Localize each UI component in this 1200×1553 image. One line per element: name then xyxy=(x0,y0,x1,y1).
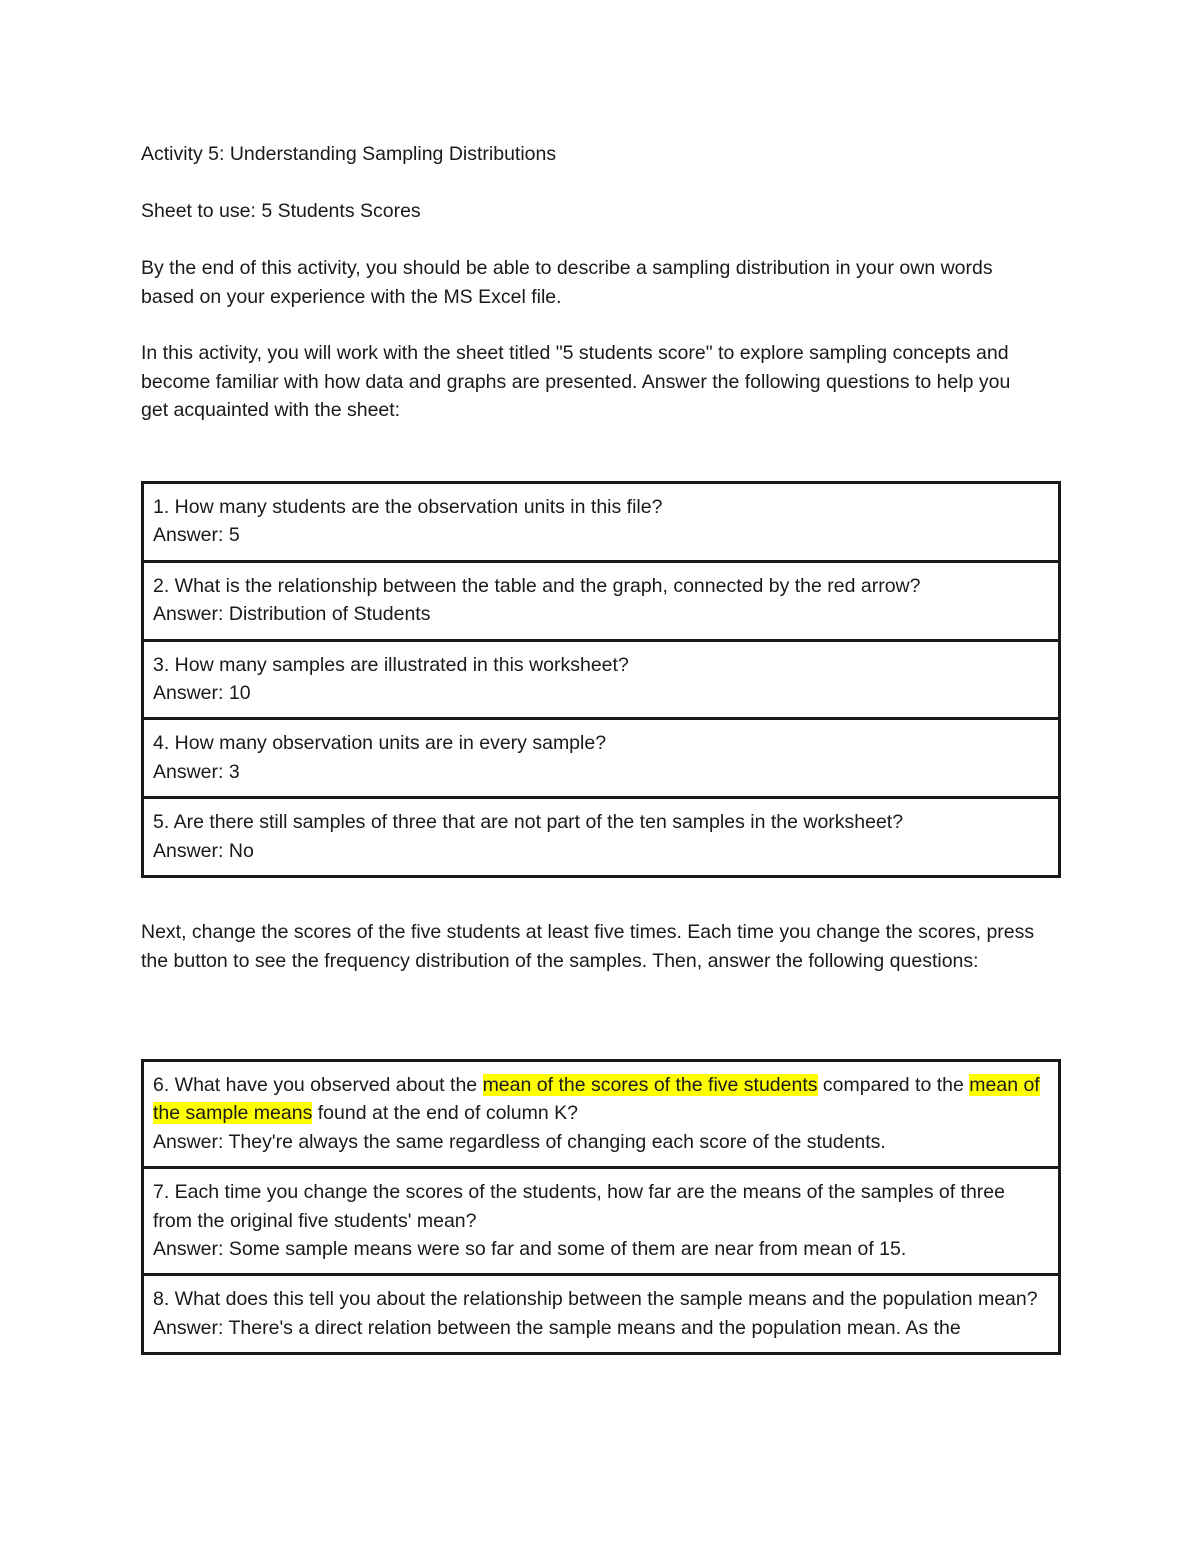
highlighted-phrase: mean of the sample means xyxy=(153,1074,1040,1125)
answer-text: Answer: There's a direct relation between the sample means and the population mean. As the xyxy=(153,1316,961,1339)
question-middle: compared to the xyxy=(817,1074,970,1096)
answer-text: Answer: Some sample means were so far and some of them are near from mean of 15. xyxy=(153,1238,907,1261)
answer-text: Answer: Distribution of Students xyxy=(153,603,431,626)
table-row xyxy=(143,1275,1060,1354)
document-title: Activity 5: Understanding Sampling Distributions xyxy=(141,143,557,165)
table-row xyxy=(143,1168,1060,1275)
table-cell xyxy=(143,640,1060,719)
answer-text: Answer: 10 xyxy=(153,682,251,705)
sheet-line-block xyxy=(141,197,1041,226)
document-title-block xyxy=(141,140,1041,169)
question-text: 5. Are there still samples of three that are not part of the ten samples in the worksheet? xyxy=(153,811,904,834)
answer-text: Answer: They're always the same regardless of changing each score of the students. xyxy=(153,1130,886,1153)
table-row xyxy=(143,640,1060,719)
next-instructions-paragraph xyxy=(141,918,1041,975)
sheet-to-use: Sheet to use: 5 Students Scores xyxy=(141,200,421,222)
answer-text: Answer: 5 xyxy=(153,524,240,547)
question-text: 1. How many students are the observation units in this file? xyxy=(153,496,663,518)
table-cell xyxy=(143,1275,1060,1354)
table-cell xyxy=(143,1061,1060,1168)
question-text xyxy=(153,1071,1049,1128)
objective-paragraph xyxy=(141,254,1041,311)
highlighted-phrase: mean of the scores of the five students xyxy=(482,1074,818,1096)
question-text: 4. How many observation units are in every sample? xyxy=(153,732,607,755)
objective-text: By the end of this activity, you should be able to describe a sampling distribution in your own words based on your experience with the MS Excel file. xyxy=(141,257,993,308)
question-text: 3. How many samples are illustrated in this worksheet? xyxy=(153,653,629,676)
table-row xyxy=(143,561,1060,640)
table-cell xyxy=(143,483,1060,562)
question-prefix: 6. What have you observed about the xyxy=(153,1074,483,1096)
table-row xyxy=(143,483,1060,562)
questions-table-1 xyxy=(141,481,1061,878)
table-cell xyxy=(143,719,1060,798)
table-cell xyxy=(143,798,1060,877)
question-text: 8. What does this tell you about the relationship between the sample means and the population mean? xyxy=(153,1288,1038,1311)
intro-paragraph xyxy=(141,339,1041,425)
table-row xyxy=(143,798,1060,877)
table-row xyxy=(143,719,1060,798)
answer-text: Answer: 3 xyxy=(153,760,240,783)
question-suffix: found at the end of column K? xyxy=(312,1102,578,1125)
question-text: 7. Each time you change the scores of the students, how far are the means of the samples of three from the original five students' mean? xyxy=(153,1181,1005,1232)
next-instructions-text: Next, change the scores of the five students at least five times. Each time you change the scores, press the button to see the frequency distribution of the samples. Then, answer the following questions: xyxy=(141,921,1035,972)
intro-text: In this activity, you will work with the sheet titled "5 students score" to explore sampling concepts and become familiar with how data and graphs are presented. Answer the following questions to help you get acquainted with the sheet: xyxy=(141,342,1011,422)
questions-table-2 xyxy=(141,1059,1061,1355)
question-text: 2. What is the relationship between the table and the graph, connected by the red arrow? xyxy=(153,574,921,597)
table-cell xyxy=(143,561,1060,640)
table-row xyxy=(143,1061,1060,1168)
table-cell xyxy=(143,1168,1060,1275)
answer-text: Answer: No xyxy=(153,839,254,862)
